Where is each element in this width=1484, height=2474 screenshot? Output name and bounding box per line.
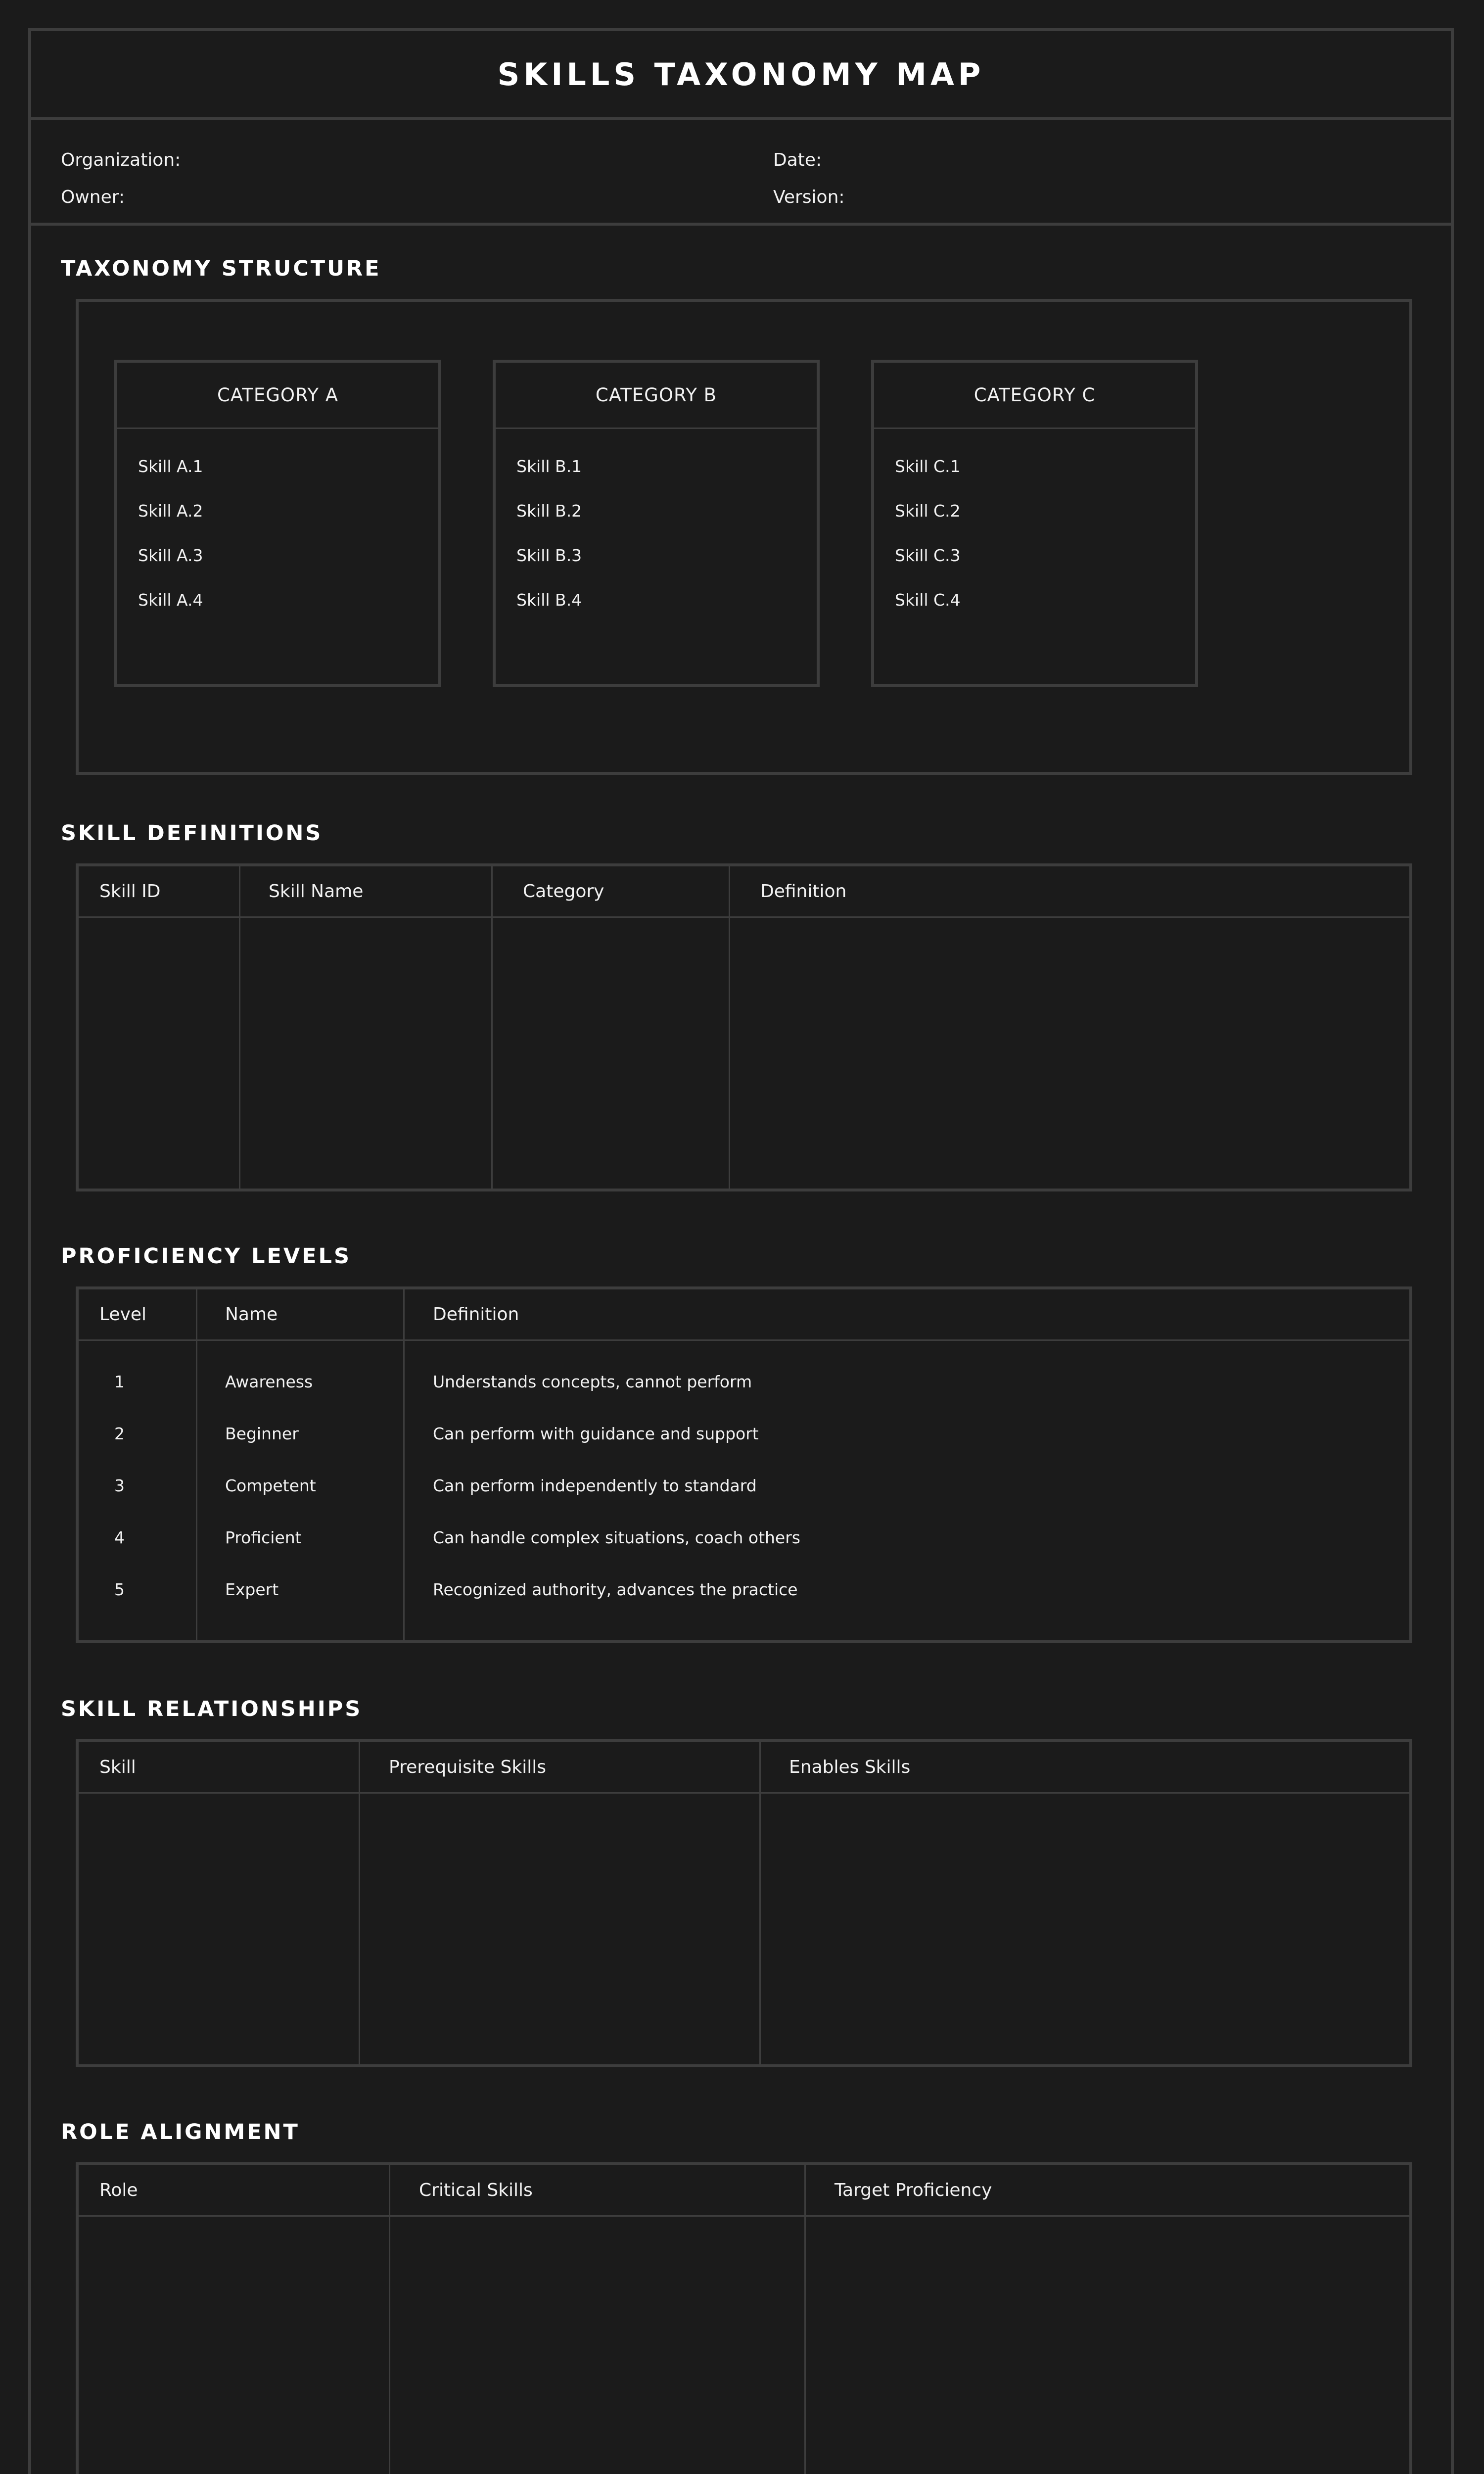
column-header-enables-skills: Enables Skills [789,1757,911,1777]
column-header-skill: Skill [99,1757,136,1777]
category-header: CATEGORY B [496,363,817,429]
proficiency-level-number: 1 [114,1372,125,1391]
table-header-row [79,866,1409,918]
column-header-definition: Definition [760,881,847,902]
proficiency-level-name: Awareness [225,1372,313,1391]
proficiency-level-definition: Can perform with guidance and support [433,1424,759,1443]
category-card [871,360,1198,687]
column-divider [403,1289,405,1640]
table-header-row [79,1289,1409,1341]
column-divider [491,866,493,1189]
skill-item: Skill B.1 [516,457,582,476]
column-divider [759,1742,761,2064]
document-header [31,31,1451,120]
definitions-section-title: SKILL DEFINITIONS [61,821,323,846]
column-header-target-proficiency: Target Proficiency [835,2180,992,2200]
proficiency-level-name: Competent [225,1476,316,1495]
proficiency-level-name: Expert [225,1580,279,1599]
skill-item: Skill A.3 [138,546,203,565]
taxonomy-structure-panel [76,299,1412,775]
skill-item: Skill C.1 [895,457,961,476]
proficiency-level-number: 4 [114,1528,125,1547]
column-header-level: Level [99,1304,147,1325]
category-card [493,360,820,687]
skill-item: Skill B.2 [516,501,582,521]
skill-item: Skill A.2 [138,501,203,521]
metadata-section [31,120,1451,226]
document-frame [28,28,1454,2474]
category-header: CATEGORY C [874,363,1195,429]
proficiency-level-name: Proficient [225,1528,302,1547]
column-header-skill-id: Skill ID [99,881,161,902]
skill-item: Skill B.4 [516,590,582,610]
column-header-skill-name: Skill Name [269,881,364,902]
skill-item: Skill C.2 [895,501,961,521]
column-divider [729,866,730,1189]
column-divider [804,2165,806,2474]
proficiency-level-definition: Understands concepts, cannot perform [433,1372,752,1391]
version-label: Version: [773,187,845,207]
roles-section-title: ROLE ALIGNMENT [61,2120,300,2144]
column-divider [359,1742,360,2064]
table-header-row [79,1742,1409,1794]
skill-item: Skill A.1 [138,457,203,476]
proficiency-level-number: 5 [114,1580,125,1599]
proficiency-level-definition: Can handle complex situations, coach others [433,1528,800,1547]
proficiency-level-name: Beginner [225,1424,299,1443]
proficiency-level-number: 3 [114,1476,125,1495]
proficiency-level-number: 2 [114,1424,125,1443]
skill-item: Skill C.4 [895,590,961,610]
proficiency-section-title: PROFICIENCY LEVELS [61,1244,351,1269]
column-header-definition: Definition [433,1304,519,1325]
column-divider [239,866,240,1189]
column-header-role: Role [99,2180,138,2200]
column-header-name: Name [225,1304,278,1325]
column-divider [389,2165,390,2474]
category-card [114,360,441,687]
skill-item: Skill A.4 [138,590,203,610]
date-label: Date: [773,150,822,170]
column-divider [196,1289,197,1640]
table-header-row [79,2165,1409,2217]
proficiency-level-definition: Can perform independently to standard [433,1476,757,1495]
skill-relationships-table [76,1739,1412,2067]
taxonomy-section-title: TAXONOMY STRUCTURE [61,256,381,281]
category-header: CATEGORY A [117,363,438,429]
skill-definitions-table [76,863,1412,1191]
document-title: SKILLS TAXONOMY MAP [497,56,985,93]
organization-label: Organization: [61,150,181,170]
proficiency-level-definition: Recognized authority, advances the practice [433,1580,798,1599]
role-alignment-table [76,2162,1412,2474]
column-header-critical-skills: Critical Skills [419,2180,533,2200]
relationships-section-title: SKILL RELATIONSHIPS [61,1697,363,1721]
proficiency-levels-table [76,1286,1412,1643]
column-header-prerequisite-skills: Prerequisite Skills [389,1757,546,1777]
skill-item: Skill C.3 [895,546,961,565]
skill-item: Skill B.3 [516,546,582,565]
column-header-category: Category [523,881,604,902]
owner-label: Owner: [61,187,125,207]
